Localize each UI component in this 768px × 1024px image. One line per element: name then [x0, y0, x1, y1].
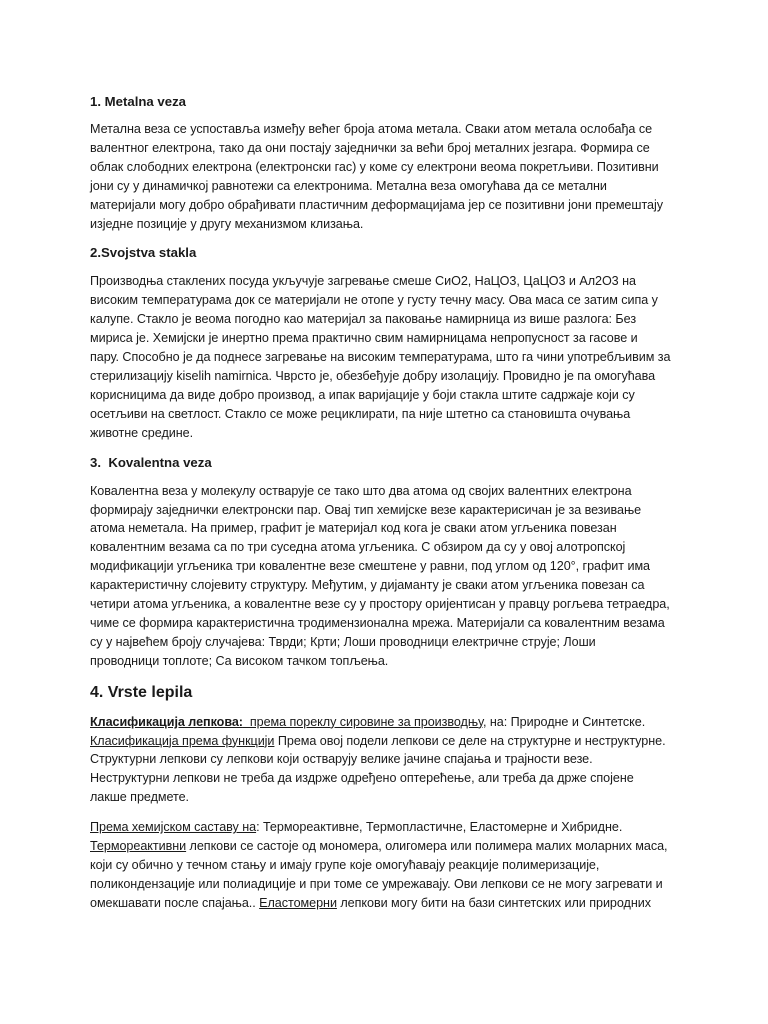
text-line: изједне позиције у другу механизмом клизања. [90, 216, 364, 231]
underlined-term: Према хемијском саставу на [90, 820, 257, 835]
underlined-term: Класификација према функцији [90, 733, 275, 748]
text-line: Структурни лепкови су лепкови који остварују велике јачине спајања и трајности везе. [90, 752, 593, 767]
document-content [90, 93, 690, 913]
text-line: Метална веза се успоставља између већег броја атома метала. Сваки атом метала ослобађа се [90, 122, 653, 136]
text-line [90, 713, 690, 732]
text-run: Према овој подели лепкови се деле на структурне и неструктурне. [274, 733, 666, 748]
text-line: осетљиви на светлост. Стакло се може рециклирати, па није штетно са становишта очувања [90, 406, 631, 421]
text-line: су у највећем броју случајева: Тврди; Крти; Лоши проводници електричне струје; Лоши [90, 634, 596, 649]
text-line: карактеристичну слојевиту структуру. Међутим, у дијаманту је сваки атом угљеника повезан са [90, 578, 645, 593]
text-line: валентног електрона, тако да они постају заједнички за већи број металних језгара. Формира се [90, 140, 650, 155]
underlined-term: Еластомерни [259, 895, 337, 910]
text-line: лакше предмете. [90, 790, 189, 805]
text-run: : Термореактивне, Термопластичне, Еластомерне и Хибридне. [256, 820, 623, 835]
text-line: корисницима да виде добро производ, а ипак варијације у боји стакла штите садржаје који су [90, 387, 635, 402]
text-line: модификацији угљеника три ковалентне везе смештене у равни, под углом од 120°, графит има [90, 559, 651, 574]
text-line: који су обично у течном стању и имају групе које омогућавају реакције полимеризације, [90, 858, 600, 872]
text-line [90, 894, 690, 913]
underlined-term: Термореактивни [90, 839, 187, 854]
text-line: Неструктурни лепкови не треба да издрже одређено оптерећење, али треба да држе спојене [90, 771, 634, 786]
text-line [90, 818, 690, 837]
text-line: ковалентним везама са по три суседна атома угљеника. С обзиром да су у овој алотропској [90, 540, 626, 555]
paragraph-klasifikacija-lepkova [90, 713, 690, 808]
text-line: Ковалентна веза у молекулу остварује се тако што два атома од својих валентних електрона [90, 483, 632, 498]
text-line [90, 732, 690, 751]
text-line: проводници топлоте; Са високом тачком топљења. [90, 653, 389, 668]
text-run: лепкови могу бити на бази синтетских или природних [336, 895, 651, 910]
text-run: омекшавати после спајања.. [90, 895, 260, 910]
text-line: јони су у динамичкој равнотежи са електронима. Метална веза омогућава да се метални [90, 178, 607, 193]
text-line: животне средине. [90, 425, 194, 440]
text-line: пару. Способно је да поднесе загревање на високим температурама, што га чини употребљивим за [90, 350, 671, 365]
paragraph-svojstva-stakla [90, 272, 690, 442]
paragraph-hemijski-sastav [90, 818, 690, 913]
section-heading-vrste-lepila: 4. Vrste lepila [90, 683, 193, 701]
underlined-term: према пореклу сировине за производњу [242, 714, 483, 729]
text-run: лепкови се састоје од мономера, олигомера или полимера малих моларних маса, [186, 839, 668, 854]
text-line: четири атома угљеника, а ковалентне везе су у простору оријентисан у правцу рогљева тетраедра, [90, 597, 670, 612]
text-line [90, 837, 690, 856]
text-line: чиме се формира карактеристична тродимензионална мрежа. Материјали са ковалентним везама [90, 615, 665, 630]
paragraph-metalna-veza [90, 120, 690, 233]
text-line: Производња стаклених посуда укључује загревање смеше СиО2, НаЦО3, ЦаЦО3 и Ал2О3 на [90, 274, 636, 289]
section-heading-svojstva-stakla: 2.Svojstva stakla [90, 245, 197, 261]
underlined-term: Класификација лепкова: [90, 714, 243, 729]
text-line: формирају заједнички електронски пар. Овај тип хемијске везе карактерисичан је за везивање [90, 502, 642, 517]
text-line: облак слободних електрона (електронски гас) у коме су електрони веома покретљиви. Позитивни [90, 159, 659, 174]
text-line: високим температурама док се материјали не отопе у густу течну масу. Ова маса се затим сипа у [90, 293, 658, 308]
section-heading-kovalentna-veza: 3. Kovalentna veza [90, 454, 212, 470]
text-line: калупе. Стакло је веома погодно као материјал за паковање намирница из више разлога: Без [90, 312, 637, 327]
section-heading-metalna-veza: 1. Metalna veza [90, 94, 187, 109]
text-run: , на: Природне и Синтетске. [483, 714, 646, 729]
text-line: мириса је. Хемијски је инертно према практично свим намирницама непропусност за гасове и [90, 331, 638, 346]
text-line: стерилизацију kiselih namirnica. Чврсто је, обезбеђује добру изолацију. Провидно је па омогућава [90, 368, 656, 383]
paragraph-kovalentna-veza [90, 482, 690, 671]
text-line: поликондензације или полиадиције и при томе се умрежавају. Ови лепкови се не могу загревати и [90, 876, 663, 891]
text-line: атома неметала. На пример, графит је материјал код кога је сваки атом угљеника повезан [90, 521, 617, 536]
text-line: материјали могу добро обрађивати пластичним деформацијама јер се позитивни јони премештају [90, 197, 663, 212]
